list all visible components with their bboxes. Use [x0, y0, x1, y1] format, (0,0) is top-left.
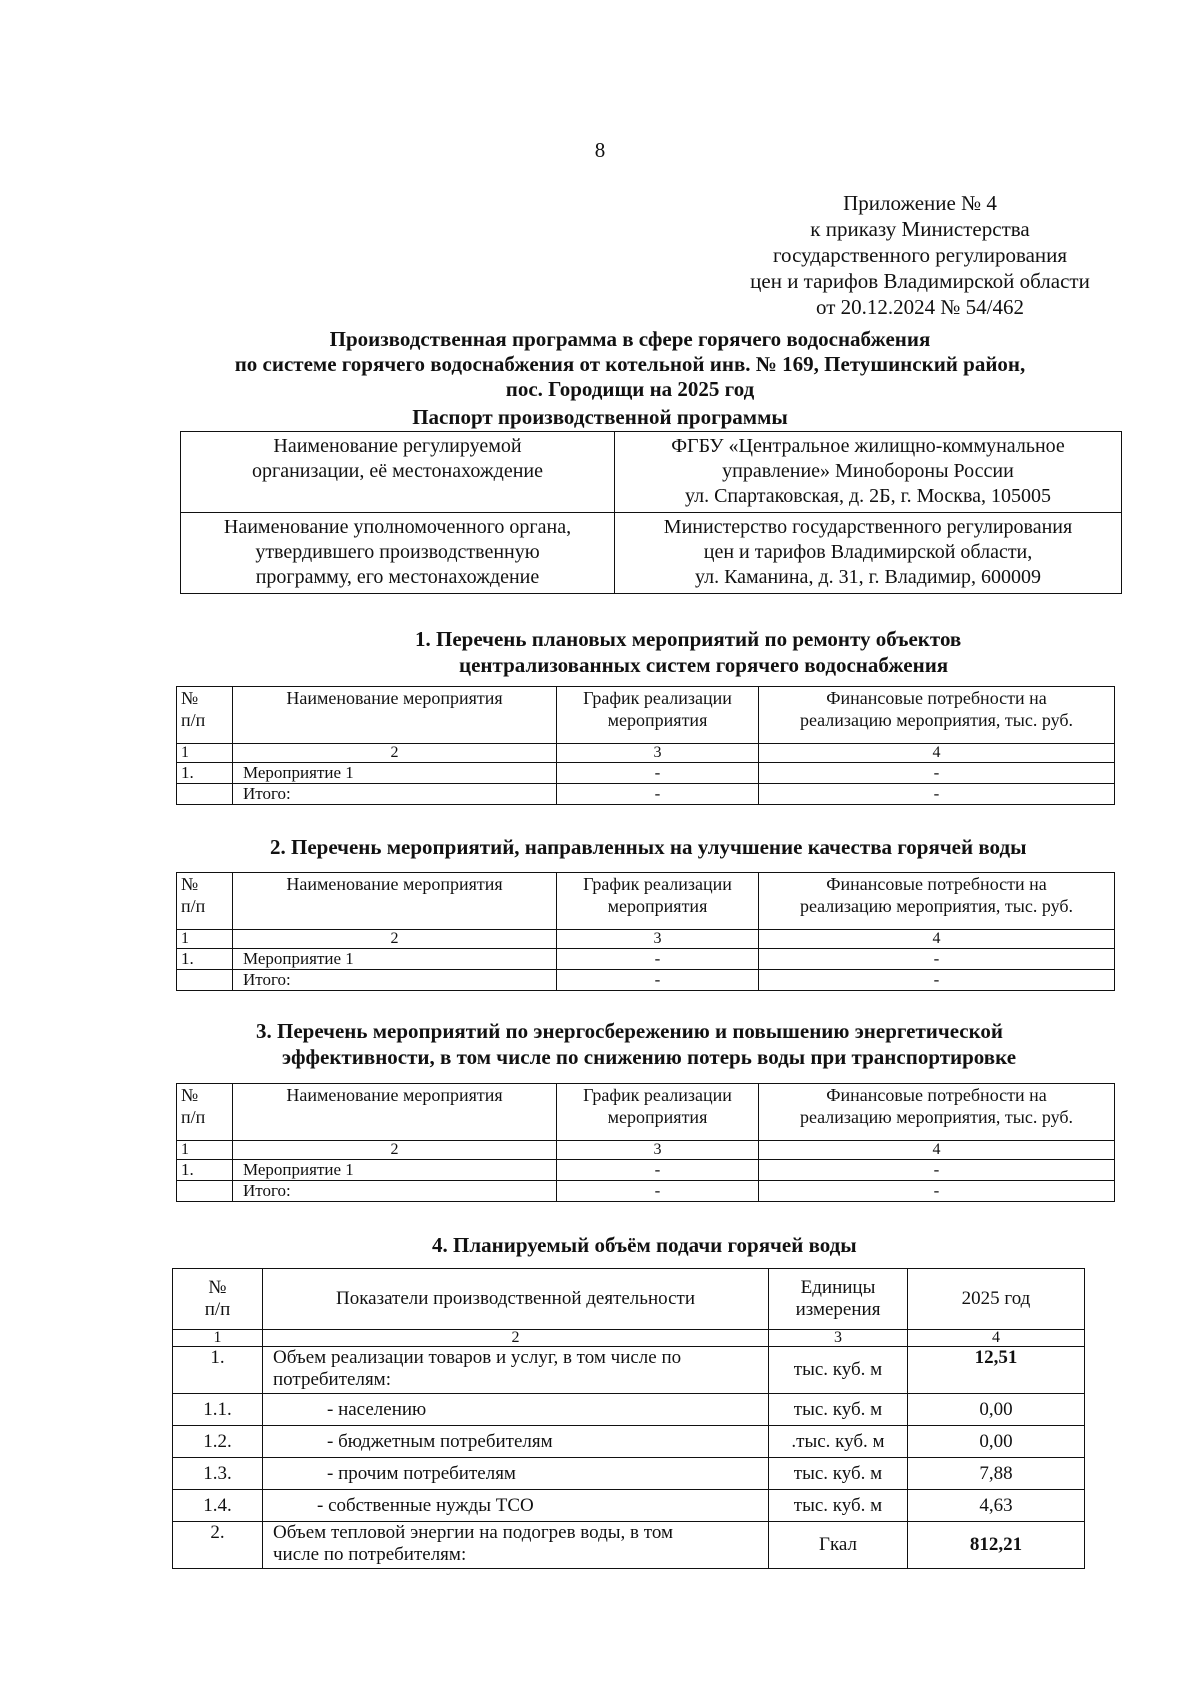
header-indicator: Показатели производственной деятельности — [263, 1269, 769, 1330]
appendix-block — [700, 190, 1140, 320]
table-header-row — [173, 1269, 1085, 1330]
column-numbers-row — [177, 1141, 1115, 1160]
event-name: Мероприятие 1 — [233, 763, 557, 784]
appendix-line: от 20.12.2024 № 54/462 — [815, 295, 1025, 319]
row-number: 1.1. — [173, 1394, 263, 1426]
column-numbers-row — [177, 744, 1115, 763]
indicator-name: - населению — [263, 1394, 769, 1426]
value-2025: 4,63 — [908, 1490, 1085, 1522]
total-finance: - — [759, 970, 1115, 991]
total-schedule: - — [557, 784, 759, 805]
text-line: ФГБУ «Центральное жилищно-коммунальное — [671, 435, 1065, 457]
table-total-row — [177, 1181, 1115, 1202]
section2-table — [176, 872, 1115, 991]
header-name: Наименование мероприятия — [233, 1084, 557, 1141]
indicator-name: Объем реализации товаров и услуг, в том числе по потребителям: — [263, 1347, 769, 1394]
header-finance: Финансовые потребности на реализацию мероприятия, тыс. руб. — [759, 873, 1115, 930]
unit: тыс. куб. м — [769, 1458, 908, 1490]
row-number: 1. — [177, 763, 233, 784]
column-number: 4 — [908, 1330, 1085, 1347]
column-number: 1 — [173, 1330, 263, 1347]
column-number: 3 — [557, 930, 759, 949]
title-line: по системе горячего водоснабжения от котельной инв. № 169, Петушинский район, — [234, 352, 1026, 376]
row-number: 1. — [173, 1347, 263, 1394]
total-label: Итого: — [233, 970, 557, 991]
column-number: 2 — [233, 744, 557, 763]
total-number — [177, 970, 233, 991]
row-number: 2. — [173, 1522, 263, 1569]
section1-heading — [415, 626, 961, 678]
unit: тыс. куб. м — [769, 1394, 908, 1426]
column-number: 2 — [233, 930, 557, 949]
text-line: программу, его местонахождение — [255, 566, 540, 588]
event-finance: - — [759, 949, 1115, 970]
total-label: Итого: — [233, 1181, 557, 1202]
table-header-row — [177, 687, 1115, 744]
column-number: 4 — [759, 744, 1115, 763]
section3-heading — [256, 1018, 1016, 1070]
passport-title: Паспорт производственной программы — [412, 405, 788, 429]
unit: тыс. куб. м — [769, 1490, 908, 1522]
header-finance: Финансовые потребности на реализацию мероприятия, тыс. руб. — [759, 687, 1115, 744]
text-line: ул. Спартаковская, д. 2Б, г. Москва, 105005 — [684, 485, 1052, 507]
section4-table — [172, 1268, 1085, 1569]
heading-line: 3. Перечень мероприятий по энергосбережению и повышению энергетической — [256, 1019, 1004, 1043]
section1-table — [176, 686, 1115, 805]
header-np: № п/п — [173, 1269, 263, 1330]
passport-value — [615, 513, 1122, 594]
header-unit: Единицы измерения — [769, 1269, 908, 1330]
table-row — [173, 1426, 1085, 1458]
column-number: 1 — [177, 1141, 233, 1160]
event-schedule: - — [557, 763, 759, 784]
text-line: управление» Минобороны России — [722, 460, 1014, 482]
table-total-row — [177, 784, 1115, 805]
header-np: № п/п — [177, 873, 233, 930]
table-row — [173, 1458, 1085, 1490]
header-schedule: График реализации мероприятия — [557, 687, 759, 744]
text-line: цен и тарифов Владимирской области, — [703, 541, 1033, 563]
page-number: 8 — [594, 138, 606, 162]
value-2025: 7,88 — [908, 1458, 1085, 1490]
text-line: организации, её местонахождение — [252, 460, 543, 482]
passport-table — [180, 431, 1122, 594]
header-name: Наименование мероприятия — [233, 873, 557, 930]
section4-heading — [432, 1232, 857, 1258]
heading-line: 2. Перечень мероприятий, направленных на улучшение качества горячей воды — [270, 835, 1027, 859]
column-number: 3 — [769, 1330, 908, 1347]
indicator-name: - прочим потребителям — [263, 1458, 769, 1490]
value-2025: 0,00 — [908, 1426, 1085, 1458]
table-row — [173, 1490, 1085, 1522]
passport-value — [615, 432, 1122, 513]
document-title — [160, 327, 1100, 402]
table-total-row — [177, 970, 1115, 991]
column-number: 1 — [177, 744, 233, 763]
text-line: Министерство государственного регулирования — [663, 516, 1073, 538]
appendix-line: государственного регулирования — [772, 243, 1068, 267]
heading-line: 1. Перечень плановых мероприятий по ремонту объектов — [415, 627, 962, 651]
heading-line: 4. Планируемый объём подачи горячей воды — [432, 1233, 857, 1257]
row-number: 1.2. — [173, 1426, 263, 1458]
table-header-row — [177, 1084, 1115, 1141]
table-row — [177, 763, 1115, 784]
text-line: ул. Каманина, д. 31, г. Владимир, 600009 — [695, 566, 1041, 588]
total-schedule: - — [557, 970, 759, 991]
event-schedule: - — [557, 1160, 759, 1181]
indicator-name: - собственные нужды ТСО — [263, 1490, 769, 1522]
event-finance: - — [759, 763, 1115, 784]
appendix-line: к приказу Министерства — [810, 217, 1030, 241]
column-number: 1 — [177, 930, 233, 949]
column-number: 4 — [759, 930, 1115, 949]
passport-row-organization — [181, 432, 1122, 513]
unit: тыс. куб. м — [769, 1347, 908, 1394]
indicator-name: - бюджетным потребителям — [263, 1426, 769, 1458]
total-finance: - — [759, 784, 1115, 805]
event-finance: - — [759, 1160, 1115, 1181]
table-row — [173, 1394, 1085, 1426]
column-numbers-row — [177, 930, 1115, 949]
event-name: Мероприятие 1 — [233, 1160, 557, 1181]
total-schedule: - — [557, 1181, 759, 1202]
text-line: Наименование уполномоченного органа, — [223, 516, 572, 538]
header-name: Наименование мероприятия — [233, 687, 557, 744]
column-number: 2 — [263, 1330, 769, 1347]
title-line: Производственная программа в сфере горячего водоснабжения — [329, 327, 931, 351]
column-number: 2 — [233, 1141, 557, 1160]
appendix-line: цен и тарифов Владимирской области — [750, 269, 1090, 293]
event-schedule: - — [557, 949, 759, 970]
row-number: 1. — [177, 1160, 233, 1181]
table-row — [173, 1347, 1085, 1394]
header-schedule: График реализации мероприятия — [557, 1084, 759, 1141]
header-schedule: График реализации мероприятия — [557, 873, 759, 930]
row-number: 1. — [177, 949, 233, 970]
column-number: 3 — [557, 744, 759, 763]
table-row — [177, 1160, 1115, 1181]
title-line: пос. Городищи на 2025 год — [505, 377, 755, 401]
column-numbers-row — [173, 1330, 1085, 1347]
unit: .тыс. куб. м — [769, 1426, 908, 1458]
row-number: 1.3. — [173, 1458, 263, 1490]
header-np: № п/п — [177, 687, 233, 744]
total-finance: - — [759, 1181, 1115, 1202]
passport-row-authority — [181, 513, 1122, 594]
passport-label — [181, 513, 615, 594]
value-2025: 12,51 — [908, 1347, 1085, 1394]
section3-table — [176, 1083, 1115, 1202]
total-label: Итого: — [233, 784, 557, 805]
appendix-line: Приложение № 4 — [843, 191, 997, 215]
unit: Гкал — [769, 1522, 908, 1569]
total-number — [177, 1181, 233, 1202]
total-number — [177, 784, 233, 805]
value-2025: 812,21 — [908, 1522, 1085, 1569]
row-number: 1.4. — [173, 1490, 263, 1522]
table-header-row — [177, 873, 1115, 930]
heading-line: централизованных систем горячего водоснабжения — [459, 653, 949, 677]
header-finance: Финансовые потребности на реализацию мероприятия, тыс. руб. — [759, 1084, 1115, 1141]
passport-label — [181, 432, 615, 513]
header-np: № п/п — [177, 1084, 233, 1141]
text-line: Наименование регулируемой — [273, 435, 522, 457]
table-row — [177, 949, 1115, 970]
table-row — [173, 1522, 1085, 1569]
indicator-name: Объем тепловой энергии на подогрев воды, в том числе по потребителям: — [263, 1522, 769, 1569]
text-line: утвердившего производственную — [255, 541, 540, 563]
event-name: Мероприятие 1 — [233, 949, 557, 970]
heading-line: эффективности, в том числе по снижению потерь воды при транспортировке — [282, 1045, 1017, 1069]
section2-heading — [270, 834, 1026, 860]
column-number: 4 — [759, 1141, 1115, 1160]
column-number: 3 — [557, 1141, 759, 1160]
value-2025: 0,00 — [908, 1394, 1085, 1426]
header-year: 2025 год — [908, 1269, 1085, 1330]
